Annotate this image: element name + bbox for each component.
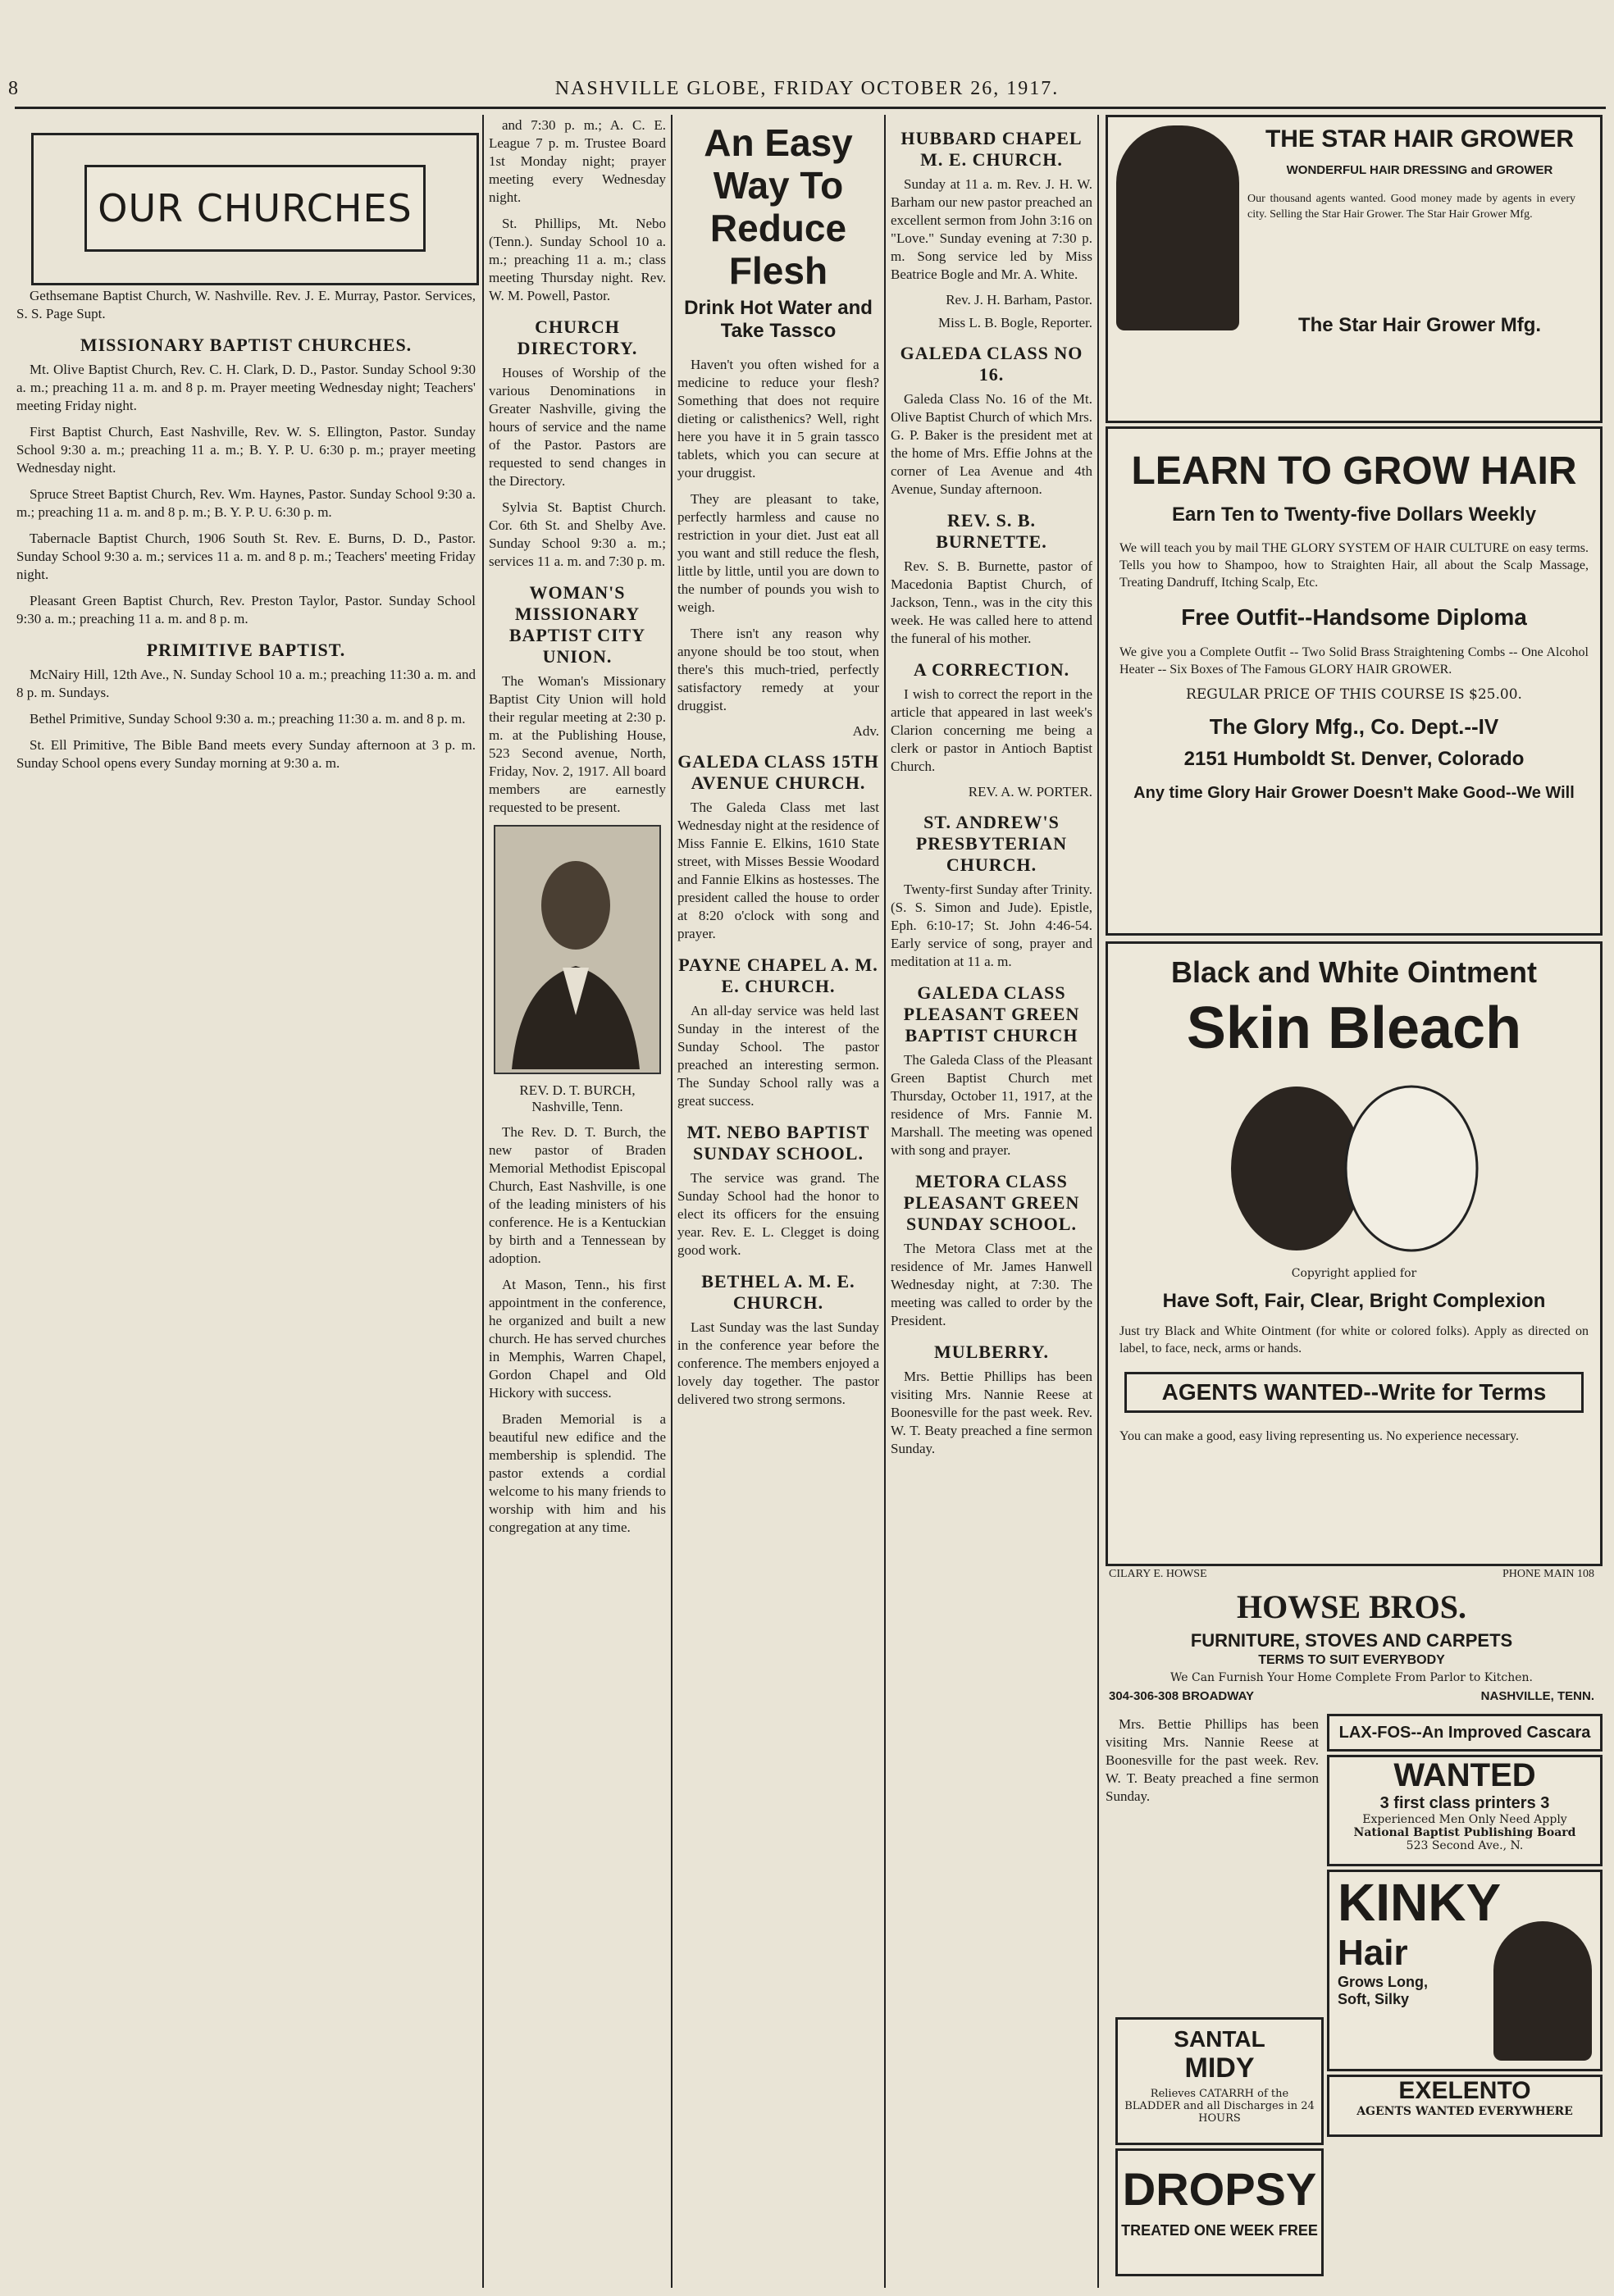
star-ad-sub: WONDERFUL HAIR DRESSING and GROWER: [1286, 163, 1553, 177]
star-ad-body: Our thousand agents wanted. Good money made by agents in every city. Selling the Star Hair Grower. The Star Hair Grower Mfg.: [1247, 193, 1575, 221]
signature: Rev. J. H. Barham, Pastor.: [946, 292, 1092, 308]
learn-ad-price: REGULAR PRICE OF THIS COURSE IS $25.00.: [1186, 686, 1522, 703]
skin-ad-copyright: Copyright applied for: [1291, 1267, 1417, 1280]
subheadline: Drink Hot Water and Take Tassco: [684, 297, 873, 342]
page-number: 8: [8, 78, 20, 99]
howse-sub: FURNITURE, STOVES AND CARPETS: [1190, 1630, 1513, 1651]
paragraph: Haven't you often wished for a medicine to reduce your flesh? Something that does not require dieting or calisthenics? Well, right here you have it in 5 grain tassco tablets, which you can secure at your druggist.: [677, 357, 879, 481]
section-heading: CHURCH DIRECTORY.: [517, 317, 638, 358]
paragraph: Mrs. Bettie Phillips has been visiting Mrs. Nannie Reese at Boonesville for the past week. Rev. W. T. Beaty preached a fine sermon Sunday.: [891, 1369, 1092, 1456]
portrait-figure: [495, 827, 656, 1069]
paragraph: At Mason, Tenn., his first appointment in the conference, he organized and built a new church. He has served churches in Memphis, Warren Chapel, Gordon Chapel and Old Hickory with success.: [489, 1277, 666, 1401]
paragraph: Twenty-first Sunday after Trinity. (S. S. Simon and Jude). Epistle, Eph. 6:10-17; St. John 4:46-54. Early service of song, prayer and meditation at 11 a. m.: [891, 882, 1092, 969]
paragraph: First Baptist Church, East Nashville, Rev. W. S. Ellington, Pastor. Sunday School 9:30 a. m.; preaching 11 a. m.; B. Y. P. U. 6:30 p. m.; prayer meeting Wednesday night.: [16, 424, 476, 476]
masthead-title: NASHVILLE GLOBE, FRIDAY OCTOBER 26, 1917.: [554, 78, 1060, 99]
santal-midy-ad: [1115, 2017, 1324, 2145]
santal-body: Relieves CATARRH of the BLADDER and all Discharges in 24 HOURS: [1124, 2088, 1315, 2125]
paragraph: Pleasant Green Baptist Church, Rev. Preston Taylor, Pastor. Sunday School 9:30 a. m.; preaching 11 a. m. and 8 p. m.: [16, 593, 476, 626]
paragraph: and 7:30 p. m.; A. C. E. League 7 p. m. Trustee Board 1st Monday night; prayer meeting every Wednesday night.: [489, 117, 666, 205]
howse-body: We Can Furnish Your Home Complete From Parlor to Kitchen.: [1170, 1671, 1533, 1684]
news-column: [891, 116, 1092, 2281]
paragraph: Sylvia St. Baptist Church. Cor. 6th St. and Shelby Ave. Sunday School 9:30 a. m.; services 11 a. m. and 7:30 p. m.: [489, 499, 666, 569]
our-churches-logo: [31, 133, 479, 285]
paragraph: Last Sunday was the last Sunday in the conference year before the conference. The members enjoyed a lovely day together. The pastor delivered two strong sermons.: [677, 1319, 879, 1407]
wanted-address: 523 Second Ave., N.: [1406, 1839, 1524, 1852]
section-heading: WOMAN'S MISSIONARY BAPTIST CITY UNION.: [508, 582, 646, 667]
paragraph: The Metora Class met at the residence of Mr. James Hanwell Wednesday night, at 7:30. The meeting was called to order by the President.: [891, 1241, 1092, 1328]
signature: REV. A. W. PORTER.: [968, 784, 1092, 800]
exelento-ad: [1327, 2075, 1603, 2137]
star-hair-grower-ad: [1106, 115, 1603, 423]
paragraph: Braden Memorial is a beautiful new edifice and the membership is splendid. The pastor extends a cordial welcome to his many friends to worship with him and his congregation at any time.: [489, 1411, 666, 1535]
paragraph: The Rev. D. T. Burch, the new pastor of Braden Memorial Methodist Episcopal Church, East Nashville, is one of the leading ministers of his conference. He is a Kentuckian by birth and a Tennessean by adoption.: [489, 1124, 666, 1266]
reduce-flesh-column: [677, 116, 879, 2281]
section-heading: METORA CLASS PLEASANT GREEN SUNDAY SCHOOL.: [903, 1171, 1080, 1234]
star-ad-title: THE STAR HAIR GROWER: [1265, 125, 1575, 153]
column-rule: [1097, 115, 1099, 2288]
skin-ad-title: Black and White Ointment: [1170, 955, 1538, 989]
paragraph: Gethsemane Baptist Church, W. Nashville. Rev. J. E. Murray, Pastor. Services, S. S. Page Supt.: [16, 288, 476, 321]
burch-portrait: [494, 825, 661, 1074]
section-heading: REV. S. B. BURNETTE.: [936, 510, 1047, 552]
wanted-sub: 3 first class printers 3: [1379, 1794, 1550, 1812]
laxfos-title: LAX-FOS--An Improved Cascara: [1338, 1724, 1591, 1742]
column-rule: [884, 115, 886, 2288]
paragraph: Galeda Class No. 16 of the Mt. Olive Baptist Church of which Mrs. G. P. Baker is the president met at the home of Mrs. Effie Johns at the corner of Lea Avenue and 4th Avenue, Sunday afternoon.: [891, 391, 1092, 497]
our-churches-title: OUR CHURCHES: [84, 165, 426, 252]
portrait-caption-name: REV. D. T. BURCH,: [519, 1082, 636, 1098]
howse-address: 304-306-308 BROADWAY: [1109, 1689, 1255, 1703]
signature: Miss L. B. Bogle, Reporter.: [938, 315, 1092, 330]
wanted-title: WANTED: [1393, 1757, 1536, 1793]
paragraph: St. Phillips, Mt. Nebo (Tenn.). Sunday School 10 a. m.; preaching 11 a. m.; class meeting Thursday night. Rev. W. M. Powell, Pastor.: [489, 216, 666, 303]
wanted-body: Experienced Men Only Need Apply: [1362, 1813, 1567, 1826]
woman-profile: [1493, 1921, 1592, 2061]
kinky-body: Grows Long, Soft, Silky: [1338, 1974, 1428, 2007]
paragraph: Mrs. Bettie Phillips has been visiting Mrs. Nannie Reese at Boonesville for the past week. Rev. W. T. Beaty preached a fine sermon Sunday.: [1106, 1716, 1319, 1804]
section-heading: MISSIONARY BAPTIST CHURCHES.: [80, 335, 413, 355]
directory-column: [489, 116, 666, 2281]
learn-ad-address: 2151 Humboldt St. Denver, Colorado: [1183, 748, 1525, 770]
howse-city: NASHVILLE, TENN.: [1480, 1689, 1594, 1703]
learn-ad-title: LEARN TO GROW HAIR: [1131, 449, 1577, 493]
wanted-ad: [1327, 1755, 1603, 1866]
woman-portrait: [1116, 125, 1239, 330]
paragraph: Mt. Olive Baptist Church, Rev. C. H. Clark, D. D., Pastor. Sunday School 9:30 a. m.; preaching 11 a. m. and 8 p. m. Prayer meeting Wednesday night; Teachers' meeting Friday night.: [16, 362, 476, 413]
paragraph: The service was grand. The Sunday School had the honor to elect its officers for the ensuing year. Rev. E. L. Clegget is doing good work.: [677, 1170, 879, 1258]
learn-ad-body: We will teach you by mail THE GLORY SYSTEM OF HAIR CULTURE on easy terms. Tells you how to Shampoo, how to Straighten Hair, all about the Scalp Massage, Treating Dandruff, Itching Scalp, Etc.: [1119, 541, 1589, 590]
section-heading: GALEDA CLASS NO 16.: [900, 343, 1083, 385]
wanted-company: National Baptist Publishing Board: [1353, 1826, 1576, 1839]
skin-ad-body: Just try Black and White Ointment (for white or colored folks). Apply as directed on label, to face, neck, arms or hands.: [1119, 1324, 1589, 1355]
section-heading: MULBERRY.: [933, 1342, 1050, 1362]
exelento-title: EXELENTO: [1398, 2077, 1531, 2104]
column-rule: [482, 115, 484, 2288]
skin-ad-agents: AGENTS WANTED--Write for Terms: [1124, 1372, 1584, 1413]
portrait-caption-place: Nashville, Tenn.: [531, 1099, 623, 1114]
section-heading: ST. ANDREW'S PRESBYTERIAN CHURCH.: [915, 812, 1068, 875]
masthead-rule: [15, 107, 1606, 109]
paragraph: They are pleasant to take, perfectly harmless and cause no restriction in your diet. Just eat all you want and still reduce the flesh, little by little, until you are down to the number of pounds you wish to weigh.: [677, 491, 879, 615]
kinky-hair-ad: [1327, 1870, 1603, 2071]
paragraph: I wish to correct the report in the article that appeared in last week's Clarion concerning me being a clerk or pastor in Antioch Baptist Church.: [891, 686, 1092, 774]
churches-column: [16, 287, 476, 2288]
section-heading: BETHEL A. M. E. CHURCH.: [701, 1271, 855, 1313]
two-faces-illustration: [1108, 1070, 1600, 1267]
learn-ad-free: Free Outfit--Handsome Diploma: [1181, 604, 1527, 630]
howse-left: CILARY E. HOWSE: [1109, 1568, 1207, 1580]
paragraph: There isn't any reason why anyone should be too stout, when there's this much-tried, perfectly satisfactory remedy at your druggist.: [677, 626, 879, 713]
section-heading: GALEDA CLASS 15TH AVENUE CHURCH.: [677, 751, 879, 793]
dropsy-ad: [1115, 2148, 1324, 2276]
headline: An Easy Way To Reduce Flesh: [704, 121, 853, 292]
paragraph: The Woman's Missionary Baptist City Union will hold their regular meeting at 2:30 p. m. at the Publishing House, 523 Second avenue, North, Friday, Nov. 2, 1917. All board members are earnestly requested to be present.: [489, 673, 666, 815]
dropsy-title: DROPSY: [1122, 2163, 1317, 2215]
paragraph: The Galeda Class met last Wednesday night at the residence of Miss Fannie E. Elkins, 1610 State street, with Misses Bessie Woodard and Fannie Elkins as hostesses. The president called the house to order at 8:20 o'clock with song and prayer.: [677, 800, 879, 941]
skin-ad-title2: Skin Bleach: [1186, 995, 1522, 1061]
learn-ad-tag: Any time Glory Hair Grower Doesn't Make Good--We Will: [1133, 784, 1575, 802]
skin-ad-body2: You can make a good, easy living representing us. No experience necessary.: [1119, 1429, 1519, 1443]
learn-ad-sub: Earn Ten to Twenty-five Dollars Weekly: [1171, 503, 1537, 526]
section-heading: MT. NEBO BAPTIST SUNDAY SCHOOL.: [686, 1122, 870, 1164]
paragraph: Rev. S. B. Burnette, pastor of Macedonia Baptist Church, of Jackson, Tenn., was in the city this week. He was called here to attend the funeral of his mother.: [891, 558, 1092, 646]
howse-sub2: TERMS TO SUIT EVERYBODY: [1258, 1653, 1445, 1667]
paragraph: An all-day service was held last Sunday in the interest of the Sunday School. The pastor preached an interesting sermon. The Sunday School rally was a great success.: [677, 1003, 879, 1109]
section-heading: A CORRECTION.: [913, 659, 1070, 680]
paragraph: St. Ell Primitive, The Bible Band meets every Sunday afternoon at 3 p. m. Sunday School opens every Sunday morning at 9:30 a. m.: [16, 737, 476, 771]
section-heading: GALEDA CLASS PLEASANT GREEN BAPTIST CHURCH: [903, 982, 1080, 1046]
santal-midy: MIDY: [1184, 2052, 1255, 2084]
paragraph: Spruce Street Baptist Church, Rev. Wm. Haynes, Pastor. Sunday School 9:30 a. m.; preaching 11 a. m. and 8 p. m.; B. Y. P. U. 6:30 p. m.: [16, 486, 476, 520]
skin-bleach-ad: [1106, 941, 1603, 1566]
learn-ad-body2: We give you a Complete Outfit -- Two Solid Brass Straightening Combs -- One Alcohol Heater -- Six Boxes of The Famous GLORY HAIR GROWER.: [1119, 645, 1589, 676]
howse-right: PHONE MAIN 108: [1502, 1568, 1594, 1580]
masthead: [0, 78, 1614, 101]
paragraph: Houses of Worship of the various Denominations in Greater Nashville, giving the hours of service and the name of the Pastor. Pastors are requested to send changes in the Directory.: [489, 365, 666, 489]
section-heading: PAYNE CHAPEL A. M. E. CHURCH.: [678, 954, 878, 996]
kinky-title2: Hair: [1338, 1933, 1408, 1973]
dropsy-sub: TREATED ONE WEEK FREE: [1121, 2222, 1318, 2239]
paragraph: McNairy Hill, 12th Ave., N. Sunday School 10 a. m.; preaching 11:30 a. m. and 8 p. m. Sundays.: [16, 667, 476, 700]
howse-title: HOWSE BROS.: [1236, 1588, 1467, 1625]
santal-brand: SANTAL: [1174, 2026, 1265, 2052]
exelento-body: AGENTS WANTED EVERYWHERE: [1356, 2105, 1573, 2118]
paragraph: Sunday at 11 a. m. Rev. J. H. W. Barham our new pastor preached an excellent sermon from John 3:16 on "Love." Sunday evening at 7:30 p. m. Song service led by Miss Beatrice Bogle and Mr. A. White.: [891, 176, 1092, 282]
column-rule: [671, 115, 672, 2288]
howse-ad: [1106, 1568, 1598, 1707]
laxfos-ad: [1327, 1714, 1603, 1752]
paragraph: Bethel Primitive, Sunday School 9:30 a. m.; preaching 11:30 a. m. and 8 p. m.: [30, 711, 466, 727]
adv-label: Adv.: [852, 723, 879, 739]
section-heading: HUBBARD CHAPEL M. E. CHURCH.: [900, 128, 1083, 170]
star-ad-company: The Star Hair Grower Mfg.: [1297, 314, 1542, 336]
learn-ad-company: The Glory Mfg., Co. Dept.--IV: [1209, 714, 1499, 739]
learn-grow-hair-ad: [1106, 426, 1603, 936]
kinky-title: KINKY: [1338, 1873, 1502, 1932]
skin-ad-sub: Have Soft, Fair, Clear, Bright Complexion: [1162, 1290, 1546, 1312]
paragraph: The Galeda Class of the Pleasant Green Baptist Church met Thursday, October 11, 1917, at the residence of Mrs. Fannie M. Marshall. The meeting was opened with song and prayer.: [891, 1052, 1092, 1158]
paragraph: Tabernacle Baptist Church, 1906 South St. Rev. E. Burns, D. D., Pastor. Sunday School 9:30 a. m.; services 11 a. m. and 8 p. m.; Teachers' meeting Friday night.: [16, 531, 476, 582]
section-heading: PRIMITIVE BAPTIST.: [146, 640, 346, 660]
